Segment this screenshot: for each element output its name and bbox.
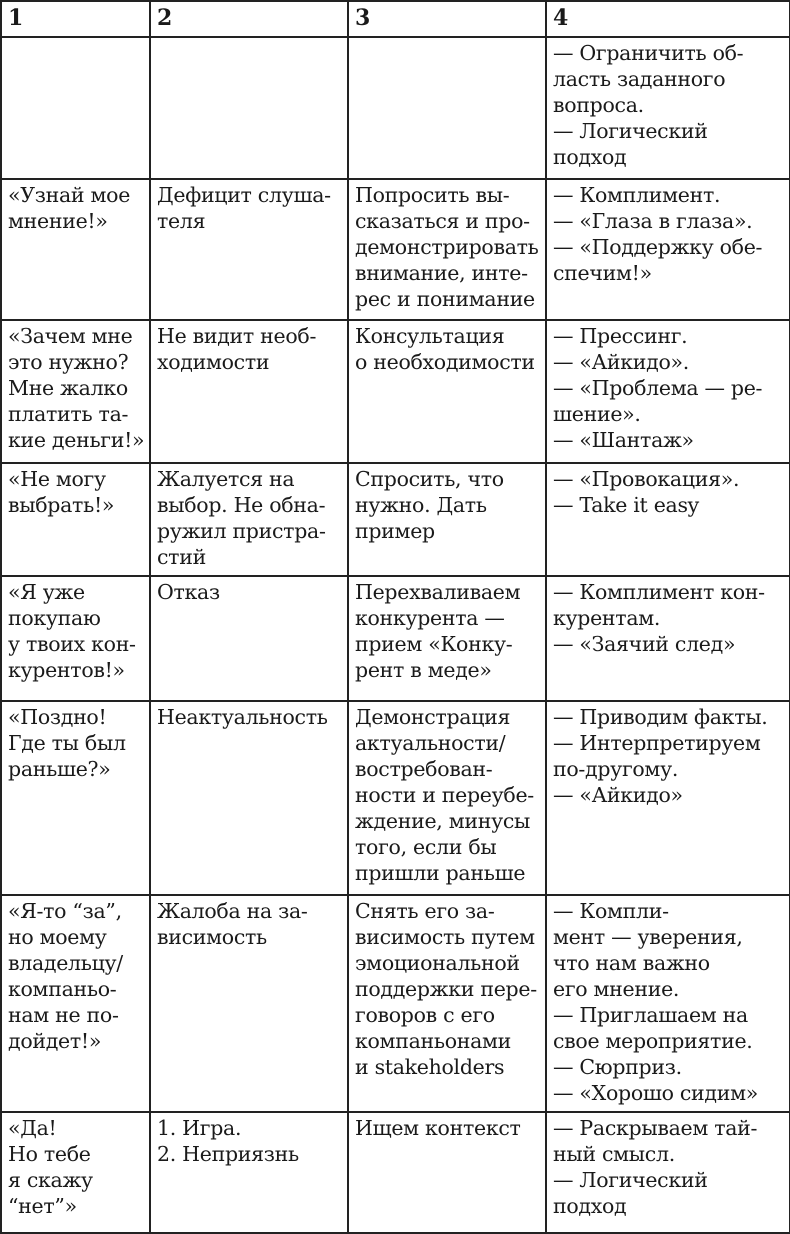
cell-text-line: — «Поддержку обе- — [553, 235, 763, 259]
cell-text-line: но моему — [8, 925, 107, 949]
table-row — [1, 576, 790, 701]
cell-text-line: что нам важно — [553, 951, 710, 975]
cell-text-line: — Прессинг. — [553, 324, 688, 348]
cell-text-line: «Я-то “за”, — [8, 899, 122, 923]
cell-text-line: по-другому. — [553, 757, 679, 781]
cell-text-line: владельцу/ — [8, 951, 123, 975]
cell-text-line: о необходимости — [355, 350, 535, 374]
cell-text-line: Спросить, что — [355, 467, 504, 491]
cell-text-line: сказаться и про- — [355, 209, 530, 233]
cell-reason — [150, 895, 348, 1112]
cell-text-line: Отказ — [157, 580, 220, 604]
cell-text-line: 2. Неприязнь — [157, 1142, 299, 1166]
cell-text-line: мнение!» — [8, 209, 108, 233]
cell-text-line: пример — [355, 519, 435, 543]
cell-text-line: “нет”» — [8, 1194, 77, 1218]
cell-text-line: — «Хорошо сидим» — [553, 1081, 758, 1105]
cell-text-line: Консультация — [355, 324, 505, 348]
cell-text-line: — Ограничить об- — [553, 41, 744, 65]
cell-text-line: компаньо- — [8, 977, 117, 1001]
cell-objection — [1, 37, 150, 179]
cell-text-line: рес и понимание — [355, 287, 535, 311]
cell-text-line: мент — уверения, — [553, 925, 743, 949]
cell-text-line: ружил пристра- — [157, 519, 326, 543]
cell-techniques — [546, 701, 790, 895]
cell-text-line: говоров с его — [355, 1003, 495, 1027]
cell-text-line: демонстрировать — [355, 235, 539, 259]
cell-text-line: висимость — [157, 925, 267, 949]
cell-text-line: внимание, инте- — [355, 261, 528, 285]
cell-text-line: рент в меде» — [355, 658, 492, 682]
cell-text-line: теля — [157, 209, 206, 233]
cell-objection — [1, 701, 150, 895]
cell-text-line: Жалоба на за- — [157, 899, 308, 923]
cell-text-line: — Комплимент. — [553, 183, 721, 207]
cell-text-line: курентов!» — [8, 658, 125, 682]
cell-text-line: ный смысл. — [553, 1142, 675, 1166]
cell-text-line: подход — [553, 1194, 627, 1218]
cell-text-line: раньше?» — [8, 757, 111, 781]
cell-text-line: — «Шантаж» — [553, 428, 694, 452]
cell-text-line: эмоциональной — [355, 951, 520, 975]
cell-text-line: — «Айкидо». — [553, 350, 689, 374]
cell-text-line: компаньонами — [355, 1029, 512, 1053]
cell-objection — [1, 895, 150, 1112]
column-header-2: 2 — [150, 1, 348, 37]
cell-techniques — [546, 179, 790, 320]
cell-text-line: Мне жалко — [8, 376, 128, 400]
cell-strategy — [348, 37, 546, 179]
cell-text-line: висимость путем — [355, 925, 535, 949]
cell-text-line: востребован- — [355, 757, 493, 781]
cell-text-line: прием «Конку- — [355, 632, 513, 656]
cell-reason — [150, 1112, 348, 1233]
cell-reason — [150, 463, 348, 576]
cell-text-line: того, если бы — [355, 835, 497, 859]
table-row — [1, 701, 790, 895]
cell-reason — [150, 179, 348, 320]
cell-text-line: стий — [157, 545, 206, 569]
cell-text-line: — «Заячий след» — [553, 632, 736, 656]
cell-techniques — [546, 576, 790, 701]
cell-text-line: пришли раньше — [355, 861, 526, 885]
table-row — [1, 179, 790, 320]
table-row — [1, 37, 790, 179]
cell-objection — [1, 576, 150, 701]
cell-techniques — [546, 320, 790, 463]
cell-text-line: Попросить вы- — [355, 183, 510, 207]
cell-text-line: — Логический — [553, 1168, 708, 1192]
cell-text-line: ждение, минусы — [355, 809, 531, 833]
column-header-1: 1 — [1, 1, 150, 37]
cell-text-line: поддержки пере- — [355, 977, 537, 1001]
cell-text-line: ходимости — [157, 350, 270, 374]
cell-text-line: «Не могу — [8, 467, 106, 491]
cell-text-line: Жалуется на — [157, 467, 295, 491]
cell-strategy — [348, 895, 546, 1112]
cell-reason — [150, 37, 348, 179]
cell-text-line: — Take it easy — [553, 493, 699, 517]
cell-objection — [1, 463, 150, 576]
cell-strategy — [348, 1112, 546, 1233]
cell-reason — [150, 701, 348, 895]
cell-text-line: курентам. — [553, 606, 661, 630]
table-row — [1, 895, 790, 1112]
cell-techniques — [546, 463, 790, 576]
cell-techniques — [546, 37, 790, 179]
cell-text-line: — Интерпретируем — [553, 731, 761, 755]
cell-techniques — [546, 895, 790, 1112]
cell-text-line: нам не по- — [8, 1003, 119, 1027]
cell-text-line: Перехваливаем — [355, 580, 521, 604]
cell-text-line: его мнение. — [553, 977, 680, 1001]
cell-strategy — [348, 320, 546, 463]
cell-text-line: — Сюрприз. — [553, 1055, 682, 1079]
table-row — [1, 320, 790, 463]
cell-text-line: — Комплимент кон- — [553, 580, 765, 604]
cell-text-line: 1. Игра. — [157, 1116, 242, 1140]
cell-text-line: «Узнай мое — [8, 183, 131, 207]
cell-text-line: ласть заданного — [553, 67, 726, 91]
cell-text-line: — «Проблема — ре- — [553, 376, 763, 400]
cell-text-line: — Приглашаем на — [553, 1003, 748, 1027]
cell-reason — [150, 320, 348, 463]
cell-text-line: ности и переубе- — [355, 783, 534, 807]
cell-text-line: Демонстрация — [355, 705, 511, 729]
cell-text-line: Но тебе — [8, 1142, 91, 1166]
cell-strategy — [348, 179, 546, 320]
cell-text-line: шение». — [553, 402, 641, 426]
table-body — [1, 37, 790, 1233]
cell-objection — [1, 320, 150, 463]
cell-text-line: «Поздно! — [8, 705, 107, 729]
cell-text-line: кие деньги!» — [8, 428, 145, 452]
cell-strategy — [348, 576, 546, 701]
cell-objection — [1, 1112, 150, 1233]
cell-text-line: Не видит необ- — [157, 324, 317, 348]
cell-text-line: подход — [553, 145, 627, 169]
cell-text-line: Дефицит слуша- — [157, 183, 331, 207]
cell-text-line: — «Айкидо» — [553, 783, 683, 807]
cell-text-line: конкурента — — [355, 606, 505, 630]
cell-text-line: — «Провокация». — [553, 467, 740, 491]
cell-text-line: — Компли- — [553, 899, 669, 923]
table-row — [1, 1112, 790, 1233]
cell-text-line: и stakeholders — [355, 1055, 505, 1079]
cell-text-line: выбрать!» — [8, 493, 115, 517]
cell-text-line: это нужно? — [8, 350, 129, 374]
cell-text-line: дойдет!» — [8, 1029, 102, 1053]
cell-text-line: — «Глаза в глаза». — [553, 209, 753, 233]
cell-text-line: выбор. Не обна- — [157, 493, 326, 517]
column-header-3: 3 — [348, 1, 546, 37]
header-row — [1, 1, 790, 37]
cell-text-line: у твоих кон- — [8, 632, 136, 656]
cell-text-line: — Логический — [553, 119, 708, 143]
cell-text-line: нужно. Дать — [355, 493, 487, 517]
cell-techniques — [546, 1112, 790, 1233]
cell-text-line: платить та- — [8, 402, 129, 426]
table-row — [1, 463, 790, 576]
cell-text-line: — Раскрываем тай- — [553, 1116, 758, 1140]
column-header-4: 4 — [546, 1, 790, 37]
cell-text-line: — Приводим факты. — [553, 705, 768, 729]
cell-text-line: «Зачем мне — [8, 324, 133, 348]
cell-text-line: Неактуальность — [157, 705, 328, 729]
cell-text-line: актуальности/ — [355, 731, 506, 755]
cell-objection — [1, 179, 150, 320]
cell-text-line: спечим!» — [553, 261, 652, 285]
cell-text-line: Ищем контекст — [355, 1116, 521, 1140]
cell-reason — [150, 576, 348, 701]
cell-strategy — [348, 463, 546, 576]
cell-text-line: «Да! — [8, 1116, 57, 1140]
cell-text-line: я скажу — [8, 1168, 93, 1192]
cell-text-line: Где ты был — [8, 731, 126, 755]
cell-text-line: свое мероприятие. — [553, 1029, 753, 1053]
cell-text-line: Снять его за- — [355, 899, 495, 923]
cell-text-line: покупаю — [8, 606, 101, 630]
cell-text-line: вопроса. — [553, 93, 644, 117]
cell-text-line: «Я уже — [8, 580, 85, 604]
cell-strategy — [348, 701, 546, 895]
